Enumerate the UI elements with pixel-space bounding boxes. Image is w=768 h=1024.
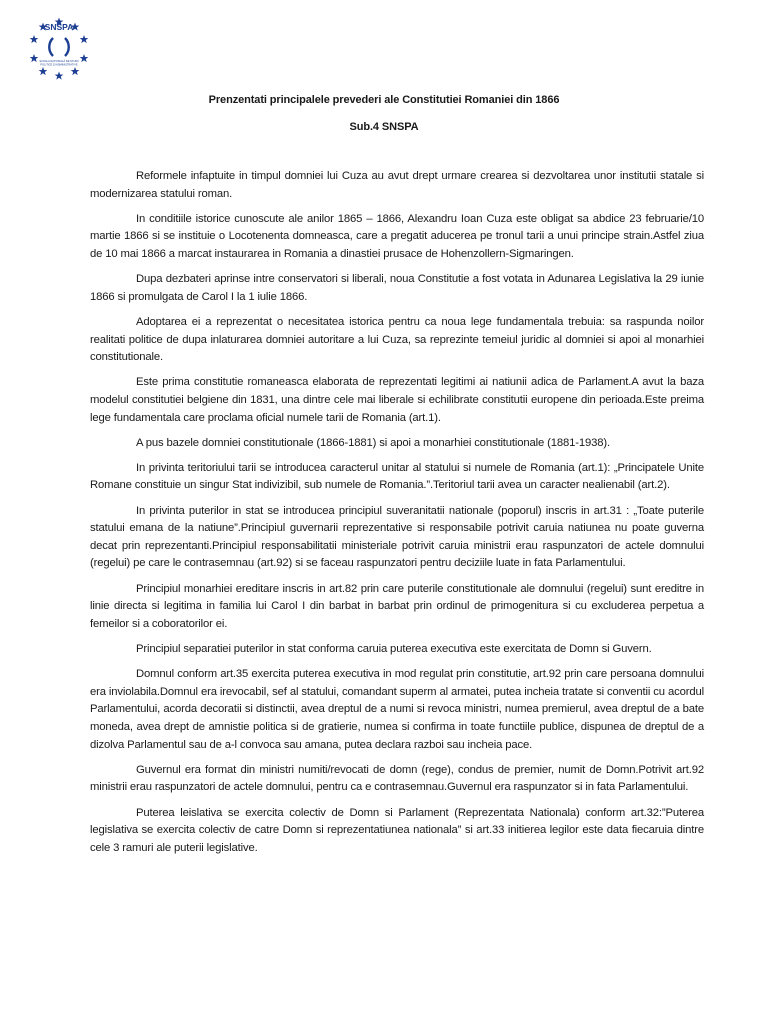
paragraph: Este prima constitutie romaneasca elaborata de reprezentati legitimi ai natiunii adica de Parlament.A avut la baza modelul constitutiei belgiene din 1831, una dintre cele mai liberale si echilibrate constitutii europene din perioada.Este preima lege fundamentala care proclama oficial numele tarii de Romania (art.1). xyxy=(90,376,704,424)
document-title: Prenzentati principalele prevederi ale Constitutiei Romaniei din 1866 xyxy=(208,94,560,106)
paragraph: A pus bazele domniei constitutionale (1866-1881) si apoi a monarhiei constitutionale (1881-1938). xyxy=(136,436,611,449)
logo-subtext-1: ȘCOALA NAȚIONALĂ DE STUDII xyxy=(39,60,79,63)
paragraph: Domnul conform art.35 exercita puterea executiva in mod regulat prin constitutie, art.92 prin care persoana domnului era inviolabila.Domnul era irevocabil, sef al statului, comandant superm al armatei, putea incheia tratate si conventii cu acordul Parlamentului, acorda decoratii si distinctii, avea dreptul de a numi si revoca ministri, numea premierul, avea dreptul de a bate moneda, avea drept de amnistie politica si de gratierie, numea si confirma in toate functiile publice, dispunea de dreptul de a dizolva Parlamentul sau de a-l convoca sau amana, putea declara razboi sau incheia pace. xyxy=(90,668,704,751)
logo-subtext-2: POLITICE ȘI ADMINISTRATIVE xyxy=(40,63,78,67)
paragraph: Principiul separatiei puterilor in stat conforma caruia puterea executiva este exercitata de Domn si Guvern. xyxy=(136,643,652,655)
paragraph: Puterea leislativa se exercita colectiv de Domn si Parlament (Reprezentata Nationala) conform art.32:”Puterea legislativa se exercita colectiv de catre Domn si reprezentatiunea nationala” si art.33 initierea legilor este data fiecaruia dintre cele 3 ramuri ale puterii legislative. xyxy=(90,806,704,854)
paragraph: Reformele infaptuite in timpul domniei lui Cuza au avut drept urmare crearea si dezvoltarea unor institutii statale si modernizarea statului roman. xyxy=(90,170,704,200)
paragraph: Guvernul era format din ministri numiti/revocati de domn (rege), condus de premier, numit de Domn.Potrivit art.92 ministrii erau raspunzatori de actele domnului, pentru ca e contrasemnau.Guvernul era raspunzator si in fata Parlamentului. xyxy=(90,763,704,794)
paragraph: In conditiile istorice cunoscute ale anilor 1865 – 1866, Alexandru Ioan Cuza este obligat sa abdice 23 februarie/10 martie 1866 si se instituie o Locotenenta domneasca, care a pregatit aducerea pe tronul tarii a unui principe strain.Astfel ziua de 10 mai 1866 a marcat instaurarea in Romania a dinastiei prusace de Hohenzollern-Sigmaringen. xyxy=(90,212,704,260)
snspa-logo xyxy=(26,16,92,82)
logo-text: SNSPA xyxy=(44,22,74,32)
paragraph: Principiul monarhiei ereditare inscris in art.82 prin care puterile constitutionale ale domnului (regelui) sunt ereditre in linie directa si legitima in familia lui Carol I din barbat in barbat prin ordinul de primogenitura si cu excluderea perpetua a femeilor si a coboratorilor ei. xyxy=(90,582,704,630)
paragraph: Dupa dezbateri aprinse intre conservatori si liberali, noua Constitutie a fost votata in Adunarea Legislativa la 29 iunie 1866 si promulgata de Carol I la 1 iulie 1866. xyxy=(90,273,704,303)
paragraph: In privinta teritoriului tarii se introducea caracterul unitar al statului si numele de Romania (art.1): „Principatele Unite Romane constituie un singur Stat indivizibil, sub numele de Romania.”.Teritoriul tarii avea un caracter nealienabil (art.2). xyxy=(90,461,704,492)
document-body xyxy=(90,168,704,865)
paragraph: Adoptarea ei a reprezentat o necesitatea istorica pentru ca noua lege fundamentala trebuia: sa raspunda noilor realitati politice de dupa inlaturarea domniei autoritare a lui Cuza, sa reprezinte temeiul juridic al domniei si apoi al monarhiei constitutionale. xyxy=(90,315,704,364)
document-subtitle: Sub.4 SNSPA xyxy=(349,121,419,133)
paragraph: In privinta puterilor in stat se introducea principiul suveranitatii nationale (poporul) inscris in art.31 : „Toate puterile statului emana de la natiune”.Principiul guvernarii reprezentative si responsabile potrivit caruia natiunea nu poate guverna decat prin reprezentanti.Principiul responsabilitatii ministeriale potrivit caruia ministrii erau raspunzatori de actele domnului (regelui) pe care le contrasemnau (art.92) si se faceau raspunzatori pentru deciziile luate in fata Parlamentului. xyxy=(90,504,704,570)
